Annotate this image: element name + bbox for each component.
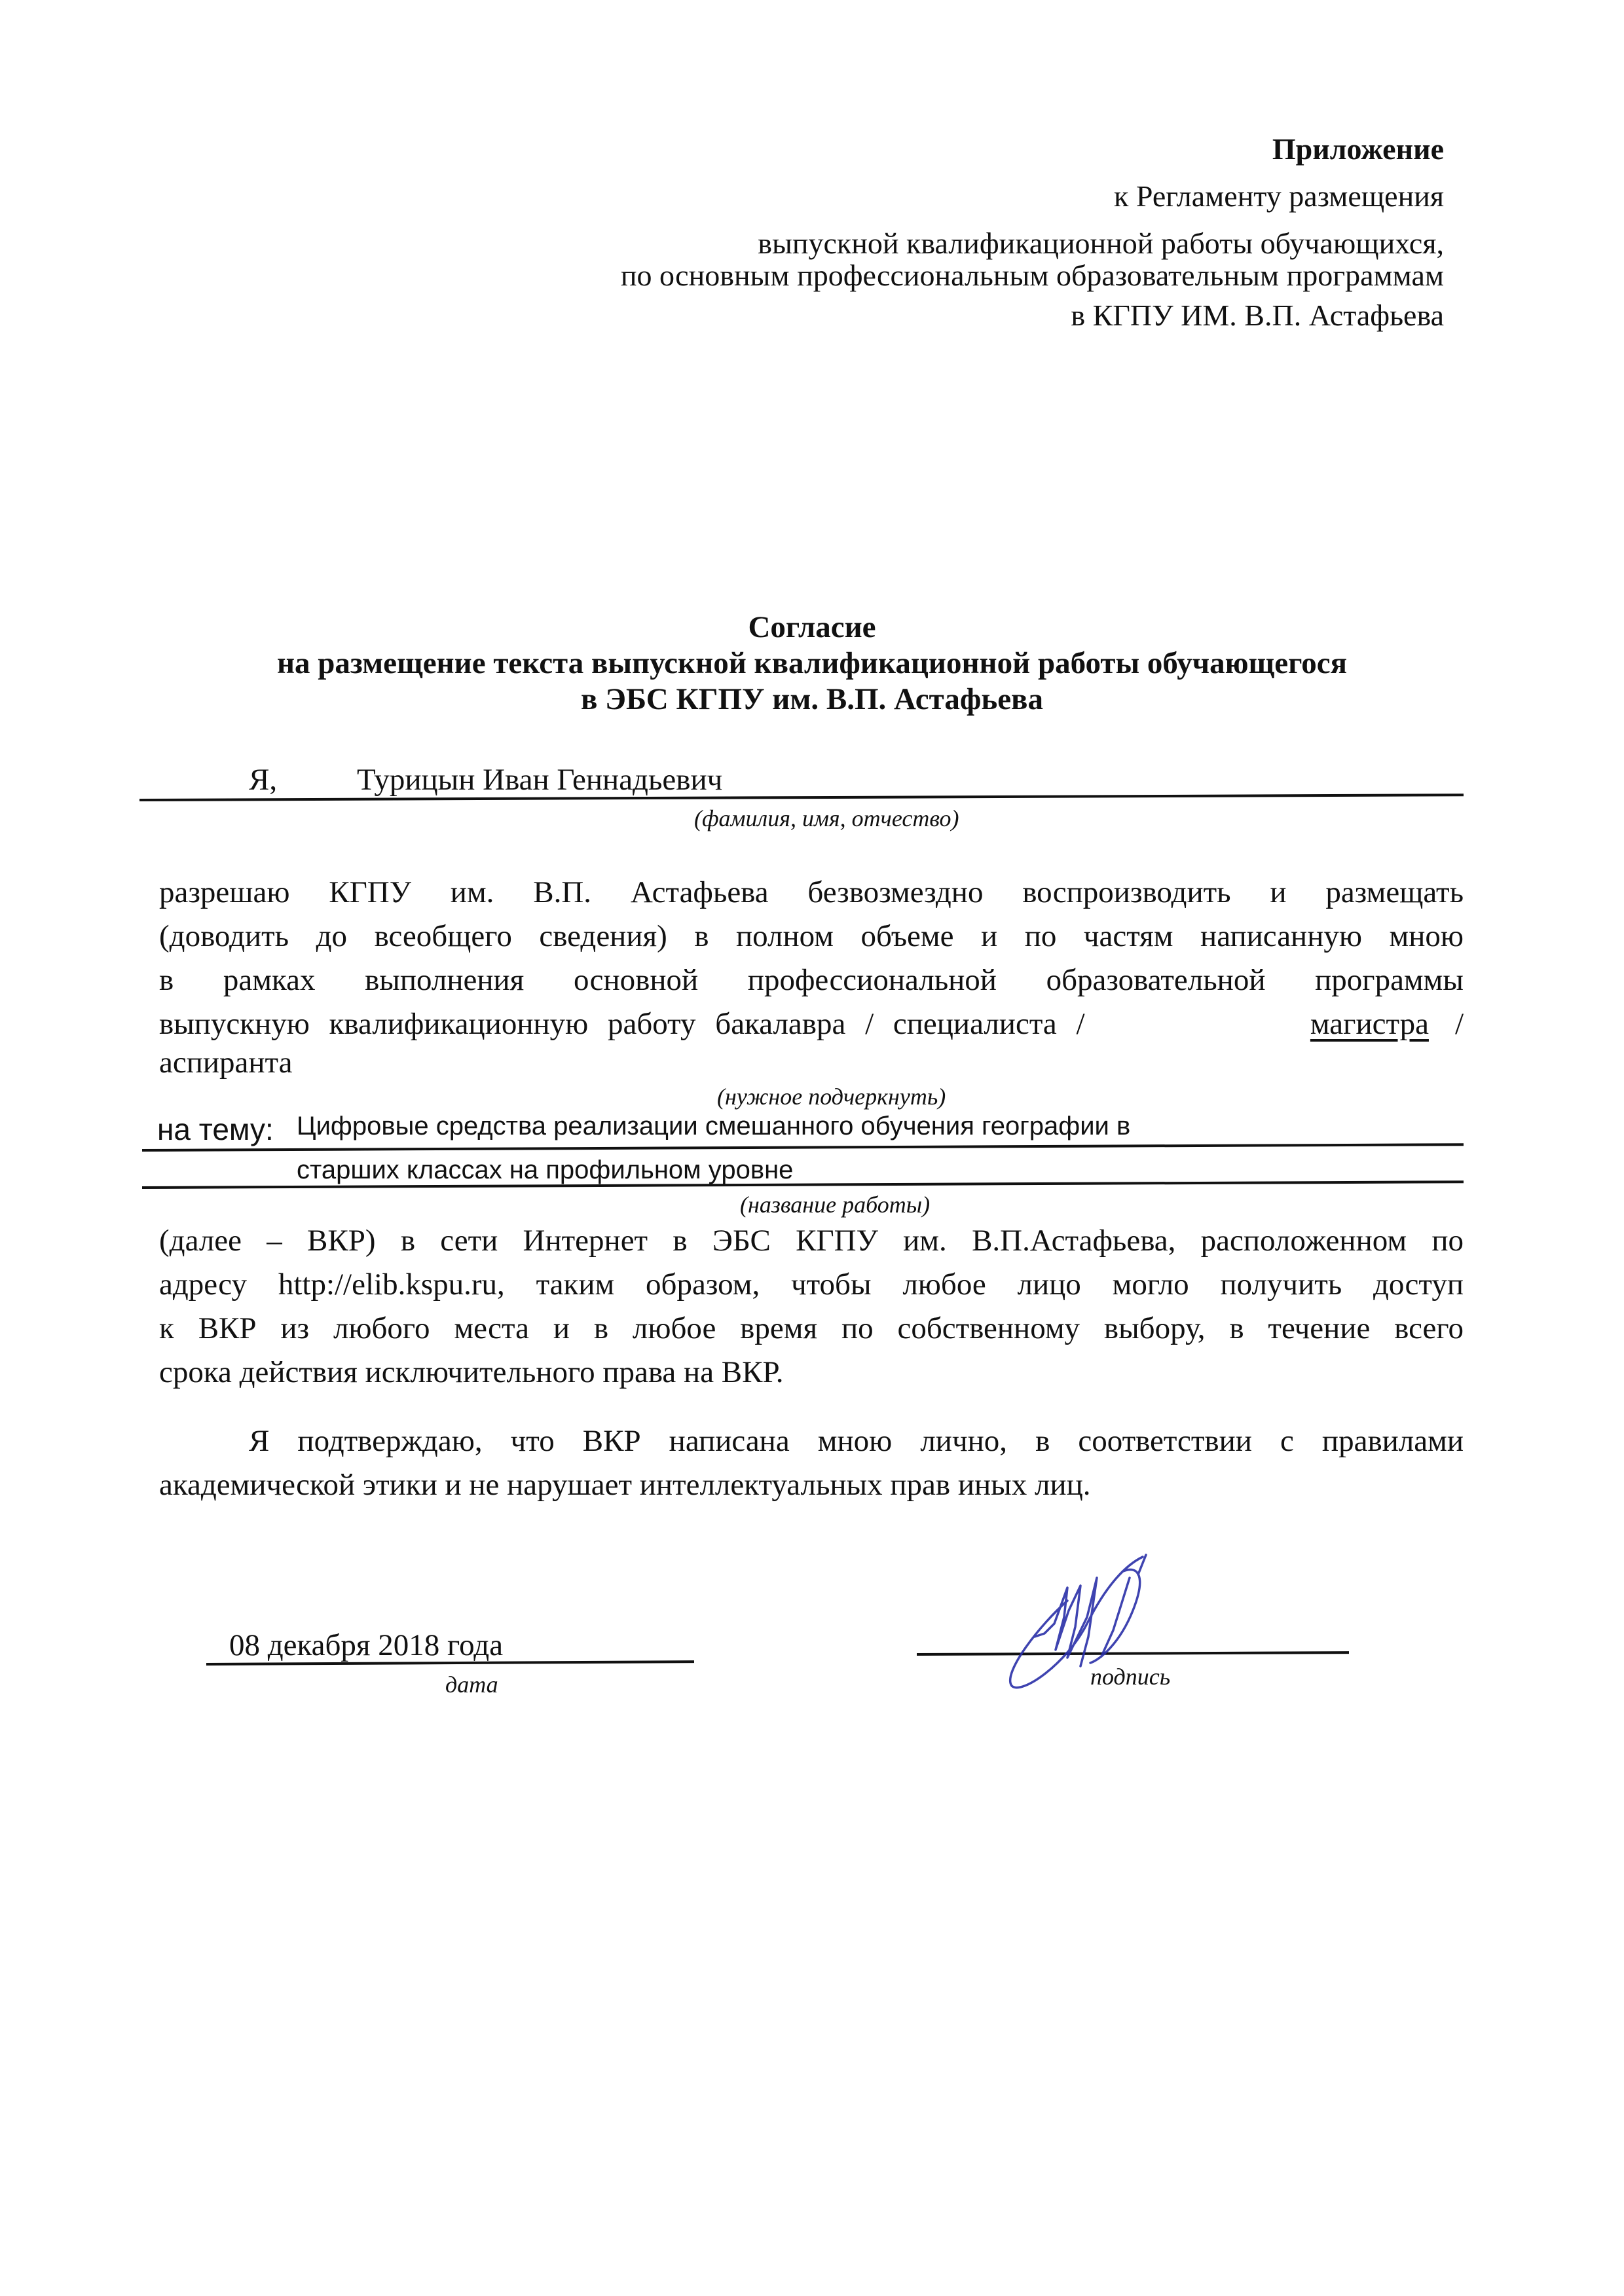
permission-line-4	[159, 1009, 1464, 1040]
name-underline	[139, 793, 1464, 801]
consent-subtitle-2: в ЭБС КГПУ им. В.П. Астафьева	[581, 682, 1043, 716]
appendix-line-2: выпускной квалификационной работы обучающихся,	[758, 227, 1444, 260]
degree-caption: (нужное подчеркнуть)	[717, 1084, 946, 1110]
topic-underline-1	[142, 1143, 1464, 1152]
topic-prefix: на тему:	[157, 1112, 274, 1146]
degree-separator: /	[1454, 1007, 1464, 1041]
publication-line-2: адресу http://elib.kspu.ru, таким образом, чтобы любое лицо могло получить доступ	[159, 1267, 1464, 1302]
publication-line-3: к ВКР из любого места и в любое время по собственному выбору, в течение всего	[159, 1311, 1464, 1345]
consent-title: Согласие	[748, 610, 876, 644]
permission-line-2: (доводить до всеобщего сведения) в полном объеме и по частям написанную мною	[159, 919, 1464, 953]
degree-selected: магистра	[1310, 1007, 1429, 1041]
publication-line-4: срока действия исключительного права на ВКР.	[159, 1355, 784, 1389]
name-caption: (фамилия, имя, отчество)	[694, 805, 959, 831]
full-name-value: Турицын Иван Геннадьевич	[357, 763, 723, 797]
appendix-line-3: по основным профессиональным образовательным программам	[620, 259, 1444, 292]
permission-line-1: разрешаю КГПУ им. В.П. Астафьева безвозмездно воспроизводить и размещать	[159, 875, 1464, 909]
topic-caption: (название работы)	[740, 1192, 931, 1218]
consent-subtitle-1: на размещение текста выпускной квалификационной работы обучающегося	[276, 646, 1348, 680]
topic-line-2: старших классах на профильном уровне	[297, 1156, 794, 1184]
handwritten-signature	[982, 1539, 1179, 1702]
appendix-line-4: в КГПУ ИМ. В.П. Астафьева	[1071, 299, 1444, 332]
confirmation-line-2: академической этики и не нарушает интеллектуальных прав иных лиц.	[159, 1468, 1091, 1502]
date-caption: дата	[445, 1671, 498, 1698]
appendix-title: Приложение	[1272, 132, 1444, 166]
name-prefix: Я,	[249, 763, 278, 797]
signature-caption: подпись	[1090, 1664, 1171, 1690]
appendix-line-1: к Регламенту размещения	[1114, 179, 1444, 213]
permission-line-3: в рамках выполнения основной профессиональной образовательной программы	[159, 963, 1464, 997]
degree-option-postgrad: аспиранта	[159, 1046, 293, 1080]
topic-line-1: Цифровые средства реализации смешанного обучения географии в	[297, 1112, 1131, 1140]
publication-line-1: (далее – ВКР) в сети Интернет в ЭБС КГПУ им. В.П.Астафьева, расположенном по	[159, 1224, 1464, 1258]
degree-options: выпускную квалификационную работу бакалавра / специалиста /	[159, 1007, 1085, 1041]
date-value: 08 декабря 2018 года	[229, 1628, 504, 1662]
confirmation-line-1: Я подтверждаю, что ВКР написана мною лично, в соответствии с правилами	[249, 1424, 1464, 1458]
